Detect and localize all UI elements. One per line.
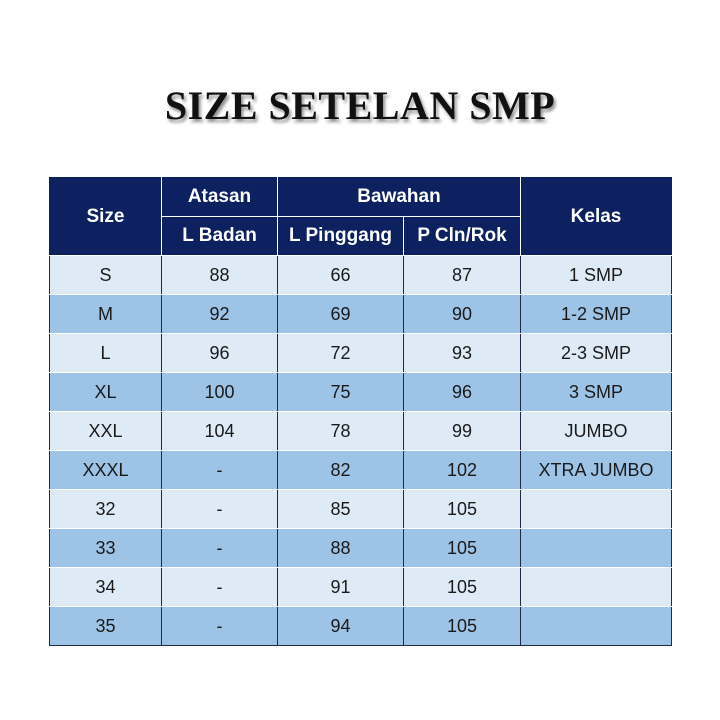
cell-l-badan: 100 [162, 373, 278, 412]
cell-p-cln-rok: 105 [404, 529, 521, 568]
table-row [50, 256, 672, 295]
cell-kelas: JUMBO [521, 412, 672, 451]
cell-l-pinggang: 88 [278, 529, 404, 568]
table-row [50, 490, 672, 529]
cell-kelas: XTRA JUMBO [521, 451, 672, 490]
cell-p-cln-rok: 90 [404, 295, 521, 334]
page-title: SIZE SETELAN SMP [164, 83, 556, 128]
cell-l-badan: - [162, 607, 278, 646]
cell-kelas: 3 SMP [521, 373, 672, 412]
cell-size: 32 [50, 490, 162, 529]
cell-kelas [521, 607, 672, 646]
cell-l-pinggang: 69 [278, 295, 404, 334]
table-row [50, 529, 672, 568]
cell-size: 33 [50, 529, 162, 568]
cell-kelas [521, 529, 672, 568]
header-l-pinggang: L Pinggang [278, 217, 404, 256]
cell-l-pinggang: 94 [278, 607, 404, 646]
header-atasan: Atasan [162, 178, 278, 217]
header-size: Size [50, 178, 162, 256]
cell-l-pinggang: 66 [278, 256, 404, 295]
cell-l-badan: - [162, 451, 278, 490]
cell-p-cln-rok: 105 [404, 568, 521, 607]
cell-l-badan: 92 [162, 295, 278, 334]
cell-kelas [521, 568, 672, 607]
cell-p-cln-rok: 93 [404, 334, 521, 373]
cell-size: 35 [50, 607, 162, 646]
table-row [50, 373, 672, 412]
cell-kelas: 2-3 SMP [521, 334, 672, 373]
cell-size: XXXL [50, 451, 162, 490]
header-kelas: Kelas [521, 178, 672, 256]
cell-l-badan: 104 [162, 412, 278, 451]
table-row [50, 295, 672, 334]
cell-l-badan: 88 [162, 256, 278, 295]
cell-l-badan: - [162, 568, 278, 607]
header-p-cln-rok: P Cln/Rok [404, 217, 521, 256]
table-row [50, 412, 672, 451]
cell-kelas: 1 SMP [521, 256, 672, 295]
cell-kelas: 1-2 SMP [521, 295, 672, 334]
cell-size: 34 [50, 568, 162, 607]
table-row [50, 607, 672, 646]
cell-size: XXL [50, 412, 162, 451]
cell-l-pinggang: 72 [278, 334, 404, 373]
cell-p-cln-rok: 96 [404, 373, 521, 412]
cell-p-cln-rok: 87 [404, 256, 521, 295]
cell-l-pinggang: 75 [278, 373, 404, 412]
header-l-badan: L Badan [162, 217, 278, 256]
cell-size: M [50, 295, 162, 334]
cell-l-badan: 96 [162, 334, 278, 373]
size-chart-table [49, 177, 672, 646]
table-header [50, 178, 672, 256]
cell-kelas [521, 490, 672, 529]
cell-l-pinggang: 91 [278, 568, 404, 607]
cell-l-pinggang: 78 [278, 412, 404, 451]
cell-p-cln-rok: 99 [404, 412, 521, 451]
cell-l-pinggang: 85 [278, 490, 404, 529]
cell-l-badan: - [162, 529, 278, 568]
cell-p-cln-rok: 105 [404, 490, 521, 529]
cell-size: XL [50, 373, 162, 412]
cell-size: S [50, 256, 162, 295]
cell-p-cln-rok: 105 [404, 607, 521, 646]
table-row [50, 451, 672, 490]
table-row [50, 334, 672, 373]
cell-l-badan: - [162, 490, 278, 529]
header-bawahan: Bawahan [278, 178, 521, 217]
cell-l-pinggang: 82 [278, 451, 404, 490]
cell-size: L [50, 334, 162, 373]
table-row [50, 568, 672, 607]
table-body [50, 256, 672, 646]
cell-p-cln-rok: 102 [404, 451, 521, 490]
